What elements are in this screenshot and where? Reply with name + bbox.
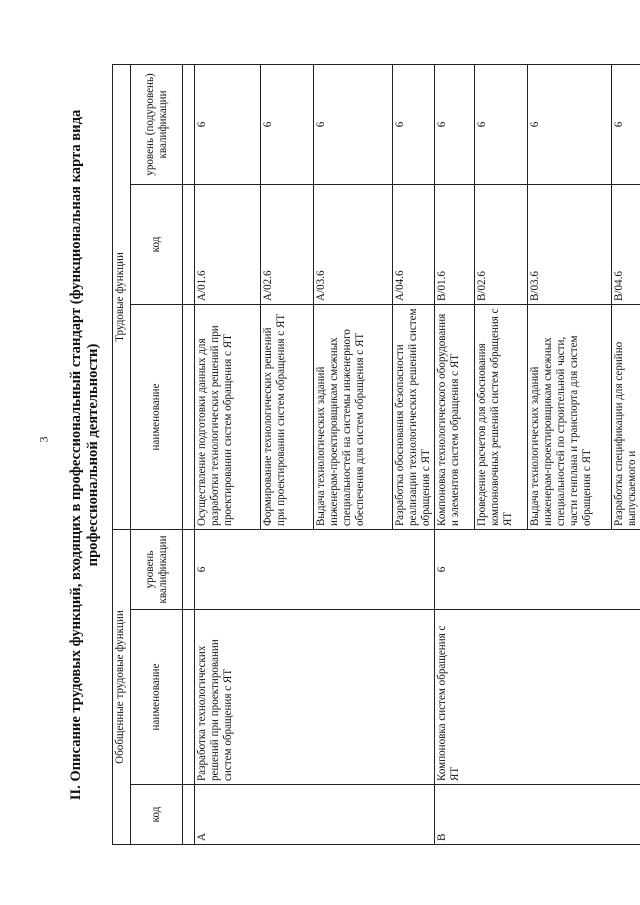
function-code-cell: B/04.6 bbox=[612, 184, 640, 304]
header-tf-level: уровень (подуровень) квалификации bbox=[131, 64, 183, 184]
function-level-cell: 6 bbox=[393, 64, 435, 184]
spacer-cell bbox=[183, 304, 195, 529]
header-level: уровень квалификации bbox=[131, 529, 183, 609]
function-name-cell: Компоновка технологического оборудования и элементов систем обращения с ЯТ bbox=[435, 304, 475, 529]
function-code-cell: B/01.6 bbox=[435, 184, 475, 304]
function-name-cell: Осуществление подготовки данных для разработки технологических решений при проектировании систем обращения с ЯТ bbox=[195, 304, 261, 529]
function-level-cell: 6 bbox=[435, 64, 475, 184]
header-tf-code: код bbox=[131, 184, 183, 304]
header-generalized-functions: Обобщенные трудовые функции bbox=[113, 529, 131, 844]
function-code-cell: B/03.6 bbox=[528, 184, 612, 304]
header-code: код bbox=[131, 785, 183, 845]
spacer-cell bbox=[183, 785, 195, 845]
header-row-columns bbox=[131, 64, 183, 844]
section-title bbox=[68, 65, 102, 845]
section-title-line-1: II. Описание трудовых функций, входящих в профессиональный стандарт (функциональная карта вида bbox=[68, 109, 84, 801]
page-number: 3 bbox=[36, 436, 51, 443]
function-name-cell: Выдача технологических заданий инженерам-проектировщикам смежных специальностей по строительной части, части генплана и транспорта для систем обращения с ЯТ bbox=[528, 304, 612, 529]
function-code-cell: A/04.6 bbox=[393, 184, 435, 304]
header-name: наименование bbox=[131, 610, 183, 785]
spacer-cell bbox=[183, 64, 195, 184]
function-name-cell: Проведение расчетов для обоснования компоновочных решений систем обращения с ЯТ bbox=[475, 304, 528, 529]
table-row bbox=[195, 64, 261, 844]
group-name-cell: Компоновка систем обращения с ЯТ bbox=[435, 610, 640, 785]
function-level-cell: 6 bbox=[314, 64, 393, 184]
rotated-page-content bbox=[68, 65, 638, 845]
function-name-cell: Выдача технологических заданий инженерам-проектировщикам смежных специальностей на системы инженерного обеспечения для систем обращения с ЯТ bbox=[314, 304, 393, 529]
function-name-cell: Разработка обоснования безопасности реализации технологических решений систем обращения с ЯТ bbox=[393, 304, 435, 529]
group-code-cell: B bbox=[435, 785, 640, 845]
header-row-spacer bbox=[183, 64, 195, 844]
header-tf-name: наименование bbox=[131, 304, 183, 529]
group-code-cell: A bbox=[195, 785, 435, 845]
spacer-cell bbox=[183, 610, 195, 785]
function-code-cell: A/01.6 bbox=[195, 184, 261, 304]
group-level-cell: 6 bbox=[435, 529, 640, 609]
function-name-cell: Разработка спецификации для серийно выпускаемого и bbox=[612, 304, 640, 529]
table-row bbox=[435, 64, 475, 844]
group-name-cell: Разработка технологических решений при проектировании систем обращения с ЯТ bbox=[195, 610, 435, 785]
functional-map-table bbox=[112, 64, 640, 845]
function-level-cell: 6 bbox=[261, 64, 314, 184]
spacer-cell bbox=[183, 529, 195, 609]
spacer-cell bbox=[183, 184, 195, 304]
function-code-cell: A/02.6 bbox=[261, 184, 314, 304]
function-code-cell: A/03.6 bbox=[314, 184, 393, 304]
function-name-cell: Формирование технологических решений при проектировании систем обращения с ЯТ bbox=[261, 304, 314, 529]
function-level-cell: 6 bbox=[612, 64, 640, 184]
function-level-cell: 6 bbox=[475, 64, 528, 184]
group-level-cell: 6 bbox=[195, 529, 435, 609]
function-level-cell: 6 bbox=[528, 64, 612, 184]
header-row-groups bbox=[113, 64, 131, 844]
function-code-cell: B/02.6 bbox=[475, 184, 528, 304]
function-level-cell: 6 bbox=[195, 64, 261, 184]
header-labor-functions: Трудовые функции bbox=[113, 64, 131, 529]
section-title-line-2: профессиональной деятельности) bbox=[85, 343, 101, 567]
